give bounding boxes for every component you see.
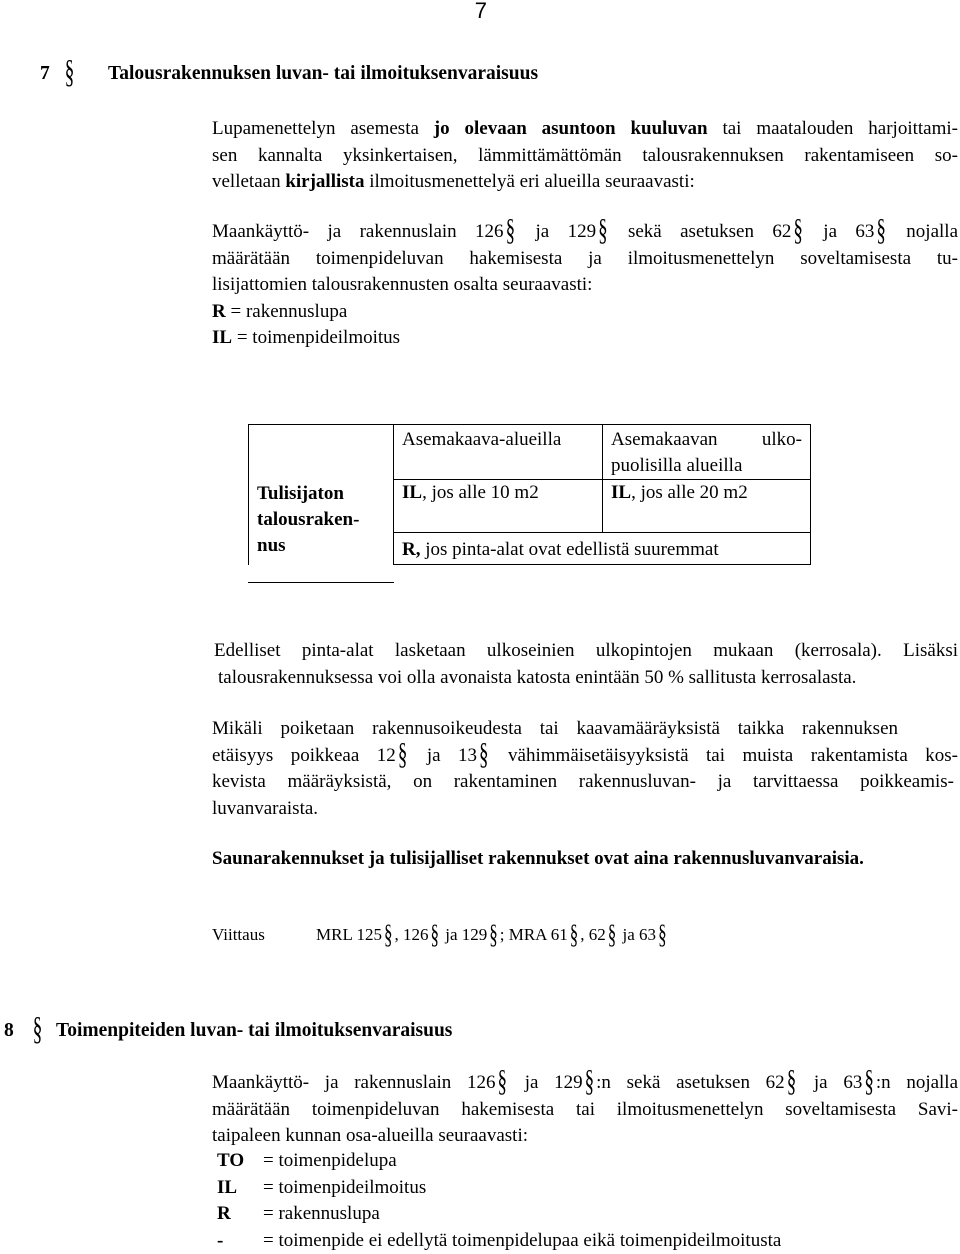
section-7-paragraph-1 bbox=[212, 116, 958, 196]
legend-item: - = toimenpide ei edellytä toimenpidelupaa eikä toimenpideilmoitusta bbox=[217, 1228, 781, 1254]
text-line: Lupamenettelyn asemesta jo olevaan asuntoon kuuluvan tai maatalouden harjoittami- bbox=[212, 116, 958, 143]
text-line: Maankäyttö- ja rakennuslain 126 § ja 129 § sekä asetuksen 62 § ja 63 § nojalla bbox=[212, 219, 958, 246]
section-sign-icon: § bbox=[504, 211, 518, 253]
text-line: luvanvaraista. bbox=[212, 796, 958, 823]
text-line: velletaan kirjallista ilmoitusmenettelyä eri alueilla seuraavasti: bbox=[212, 169, 958, 196]
text-line: taipaleen kunnan osa-alueilla seuraavasti: bbox=[212, 1123, 958, 1150]
section-7-paragraph-3 bbox=[214, 638, 958, 691]
text-line: määrätään toimenpideluvan hakemisesta tai ilmoitusmenettelyn soveltamisesta Savi- bbox=[212, 1097, 958, 1124]
text-line: Mikäli poiketaan rakennusoikeudesta tai kaavamääräyksistä taikka rakennuksen bbox=[212, 716, 898, 743]
legend-item: TO = toimenpidelupa bbox=[217, 1148, 781, 1175]
table-border bbox=[248, 582, 394, 583]
reference-label: Viittaus bbox=[212, 922, 316, 949]
cell-r: R, jos pinta-alat ovat edellistä suuremmat bbox=[394, 533, 811, 565]
section-7-heading bbox=[40, 61, 78, 88]
section-sign-icon: § bbox=[496, 1062, 510, 1104]
section-8-title: Toimenpiteiden luvan- tai ilmoituksenvaraisuus bbox=[56, 1018, 452, 1045]
section-sign-icon: § bbox=[477, 735, 491, 777]
text-line: sen kannalta yksinkertaisen, lämmittämättömän talousrakennuksen rakentamiseen so- bbox=[212, 143, 958, 170]
section-sign-icon: § bbox=[791, 211, 805, 253]
legend-item: IL = toimenpideilmoitus bbox=[217, 1175, 781, 1202]
definition-il: IL = toimenpideilmoitus bbox=[212, 325, 958, 352]
section-sign-icon: § bbox=[583, 1062, 597, 1104]
section-7-title: Talousrakennuksen luvan- tai ilmoituksenvaraisuus bbox=[108, 61, 538, 88]
text-line: määrätään toimenpideluvan hakemisesta ja ilmoitusmenettelyn soveltamisesta tu- bbox=[212, 246, 958, 273]
section-sign-icon: § bbox=[33, 1009, 43, 1054]
section-8-legend bbox=[217, 1148, 781, 1254]
row-header-line: nus bbox=[257, 533, 385, 559]
section-sign-icon: § bbox=[396, 735, 410, 777]
col2-header-line: Asemakaavan ulko- bbox=[611, 427, 802, 453]
bold-statement: Saunarakennukset ja tulisijalliset rakennukset ovat aina rakennusluvanvaraisia. bbox=[212, 846, 864, 873]
definition-r: R = rakennuslupa bbox=[212, 299, 958, 326]
row-header-cell bbox=[249, 425, 394, 565]
col2-header-line: puolisilla alueilla bbox=[611, 453, 802, 479]
section-7-number: 7 bbox=[40, 61, 50, 88]
section-8-paragraph-1 bbox=[212, 1070, 958, 1150]
permit-table bbox=[248, 424, 811, 565]
section-8-number: 8 bbox=[4, 1018, 14, 1045]
col1-header: Asemakaava-alueilla bbox=[402, 429, 561, 450]
text-line: Maankäyttö- ja rakennuslain 126 § ja 129 § :n sekä asetuksen 62 § ja 63 § :n nojalla bbox=[212, 1070, 958, 1097]
cell-il-10: IL, jos alle 10 m2 bbox=[394, 480, 603, 533]
reference-line bbox=[212, 922, 669, 949]
col2-header-cell bbox=[603, 425, 811, 480]
text-line: talousrakennuksessa voi olla avonaista katosta enintään 50 % sallitusta kerrosalasta. bbox=[214, 665, 958, 692]
legend-item: R = rakennuslupa bbox=[217, 1201, 781, 1228]
section-sign-icon: § bbox=[596, 211, 610, 253]
text-line: Edelliset pinta-alat lasketaan ulkoseinien ulkopintojen mukaan (kerrosala). Lisäksi bbox=[214, 638, 958, 665]
text-line: etäisyys poikkeaa 12 § ja 13 § vähimmäisetäisyyksistä tai muista rakentamista kos- bbox=[212, 743, 958, 770]
section-sign-icon: § bbox=[862, 1062, 876, 1104]
col1-header-cell bbox=[394, 425, 603, 480]
row-header-line: Tulisijaton bbox=[257, 481, 385, 507]
section-8-heading bbox=[4, 1018, 46, 1045]
text-line: lisijattomien talousrakennusten osalta seuraavasti: bbox=[212, 272, 958, 299]
page-number: 7 bbox=[475, 0, 487, 25]
section-sign-icon: § bbox=[65, 52, 75, 97]
reference-text: MRL 125 § , 126 § ja 129 § ; MRA 61 § , 62 § ja 63 § bbox=[316, 925, 669, 944]
section-sign-icon: § bbox=[874, 211, 888, 253]
section-7-paragraph-4 bbox=[212, 716, 958, 822]
row-header-line: talousraken- bbox=[257, 507, 385, 533]
text-line: kevista määräyksistä, on rakentaminen rakennusluvan- ja tarvittaessa poikkeamis- bbox=[212, 769, 954, 796]
section-sign-icon: § bbox=[785, 1062, 799, 1104]
cell-il-20: IL, jos alle 20 m2 bbox=[603, 480, 811, 533]
section-7-paragraph-2 bbox=[212, 219, 958, 352]
